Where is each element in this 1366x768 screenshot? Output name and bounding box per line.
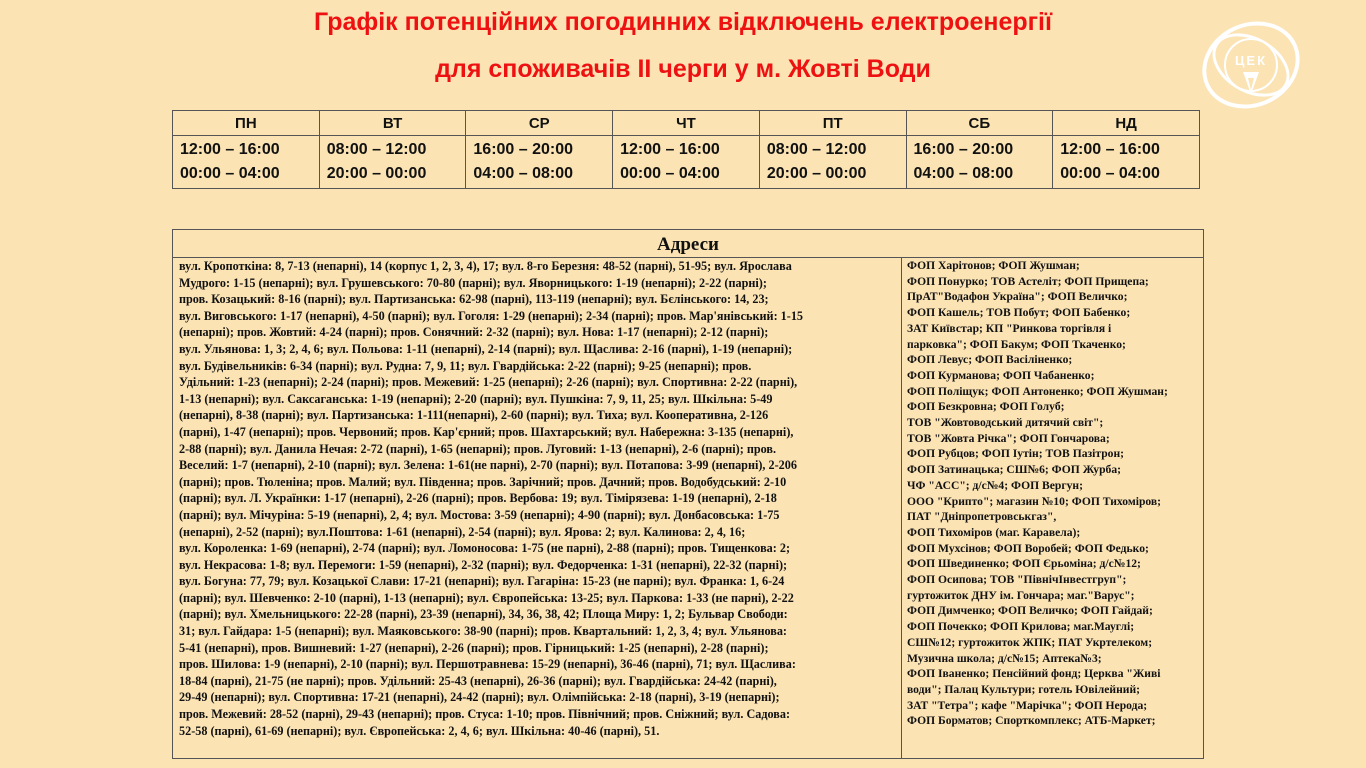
consumer-line: гуртожиток ДНУ ім. Гончара; маг."Варус"; bbox=[907, 588, 1135, 602]
title-line-1: Графік потенційних погодинних відключень електроенергії bbox=[313, 8, 1053, 36]
time-slot: 12:00 – 16:00 bbox=[1060, 141, 1160, 158]
consumer-line: ФОП Тихоміров (маг. Каравела); bbox=[907, 525, 1081, 539]
street-line: пров. Козацький: 8-16 (парні); вул. Партизанська: 62-98 (парні), 113-119 (непарні); вул. Бєлінського: 14, 23; bbox=[179, 292, 769, 307]
consumer-line: ФОП Левус; ФОП Васіліненко; bbox=[907, 353, 1073, 367]
street-line: вул. Виговського: 1-17 (непарні), 4-50 (парні); вул. Гоголя: 1-29 (непарні); 2-34 (парні); пров. Мар'янівський: 1-15 bbox=[179, 308, 804, 323]
consumer-line: ФОП Іваненко; Пенсійний фонд; Церква "Живі bbox=[907, 667, 1161, 681]
consumer-line: ФОП Швединенко; ФОП Єрьоміна; д/с№12; bbox=[907, 557, 1141, 571]
street-line: 2-88 (парні); вул. Данила Нечая: 2-72 (парні), 1-65 (непарні); пров. Луговий: 1-13 (непарні), 2-6 (парні); пров. bbox=[179, 441, 777, 456]
street-line: (непарні), 2-52 (парні); вул.Поштова: 1-61 (непарні), 2-54 (парні); вул. Ярова: 2; вул. Калинова: 2, 4, 16; bbox=[179, 524, 746, 539]
street-line: 5-41 (непарні), пров. Вишневий: 1-27 (непарні), 2-26 (парні); пров. Гірницький: 1-25 (непарні), 2-28 (парні); bbox=[179, 640, 769, 655]
street-line: вул. Кропоткіна: 8, 7-13 (непарні), 14 (корпус 1, 2, 3, 4), 17; вул. 8-го Березня: 48-52 (парні), 51-95; вул. Ярослава bbox=[179, 259, 792, 273]
street-line: (парні), 1-47 (непарні); пров. Червоний; пров. Кар'єрний; пров. Шахтарський; вул. Набережна: 3-135 (непарні), bbox=[179, 424, 794, 439]
consumer-line: ЗАТ Київстар; КП "Ринкова торгівля і bbox=[907, 321, 1112, 335]
consumer-line: ФОП Кашель; ТОВ Побут; ФОП Бабенко; bbox=[907, 306, 1131, 320]
time-slot: 04:00 – 08:00 bbox=[473, 165, 574, 182]
day-header: ВТ bbox=[319, 111, 466, 136]
time-slot: 12:00 – 16:00 bbox=[180, 141, 280, 158]
consumer-line: води"; Палац Культури; готель Ювілейний; bbox=[907, 682, 1140, 696]
consumer-line: Музична школа; д/с№15; Аптека№3; bbox=[907, 651, 1102, 665]
consumer-line: ТОВ "Жовта Річка"; ФОП Гончарова; bbox=[907, 431, 1110, 445]
consumer-line: ФОП Поліщук; ФОП Антоненко; ФОП Жушман; bbox=[907, 384, 1168, 398]
consumer-line: ТОВ "Жовтоводський дитячий світ"; bbox=[907, 416, 1104, 430]
consumer-line: ФОП Понурко; ТОВ Астеліт; ФОП Прищепа; bbox=[907, 274, 1149, 288]
street-line: Мудрого: 1-15 (непарні); вул. Грушевського: 70-80 (парні); вул. Яворницького: 1-19 (непарні); 2-22 (парні); bbox=[179, 275, 767, 290]
street-line: (непарні); пров. Жовтий: 4-24 (парні); пров. Сонячний: 2-32 (парні); вул. Нова: 1-17 (непарні); 2-12 (парні); bbox=[179, 325, 769, 340]
consumer-line: ФОП Рубцов; ФОП Іутін; ТОВ Пазітрон; bbox=[907, 447, 1125, 461]
street-line: вул. Некрасова: 1-8; вул. Перемоги: 1-59 (непарні), 2-32 (парні); вул. Федорченка: 1-31 (непарні), 22-32 (парні); bbox=[179, 557, 788, 572]
title-line-2: для споживачів ІІ черги у м. Жовті Води bbox=[435, 55, 931, 83]
time-slot: 16:00 – 20:00 bbox=[913, 141, 1014, 158]
logo-text: ЦЕК bbox=[1234, 53, 1268, 68]
consumer-line: парковка"; ФОП Бакум; ФОП Ткаченко; bbox=[907, 337, 1126, 351]
time-slot: 16:00 – 20:00 bbox=[473, 141, 574, 158]
day-slots-cell bbox=[613, 136, 760, 189]
time-slot: 04:00 – 08:00 bbox=[913, 165, 1014, 182]
consumer-line: ФОП Осипова; ТОВ "ПівнічІнвестгруп"; bbox=[907, 573, 1127, 587]
street-line: (парні); вул. Шевченко: 2-10 (парні), 1-13 (непарні); вул. Європейська: 13-25; вул. Паркова: 1-33 (не парні), 2-22 bbox=[179, 590, 794, 605]
time-slot: 00:00 – 04:00 bbox=[620, 165, 720, 182]
time-slot: 08:00 – 12:00 bbox=[766, 141, 867, 158]
consumer-line: ФОП Затинацька; СШ№6; ФОП Журба; bbox=[907, 463, 1121, 477]
consumer-line: ПАТ "Дніпропетровськгаз", bbox=[907, 510, 1057, 524]
consumer-line: ЧФ "АСС"; д/с№4; ФОП Вергун; bbox=[907, 478, 1083, 492]
street-line: пров. Шилова: 1-9 (непарні), 2-10 (парні); вул. Першотравнева: 15-29 (непарні), 36-46 (парні), 71; вул. Щаслива: bbox=[179, 657, 796, 672]
consumer-line: ЗАТ "Тетра"; кафе "Марічка"; ФОП Нерода; bbox=[907, 698, 1148, 712]
consumer-line: ФОП Мухсінов; ФОП Воробей; ФОП Федько; bbox=[907, 541, 1149, 555]
schedule-days-row bbox=[173, 111, 1200, 136]
addresses-heading: Адреси bbox=[173, 230, 1203, 258]
consumer-line: ООО "Крипто"; магазин №10; ФОП Тихоміров; bbox=[907, 494, 1162, 508]
day-slots-cell bbox=[759, 136, 906, 189]
time-slot: 20:00 – 00:00 bbox=[326, 165, 427, 182]
day-header: ЧТ bbox=[613, 111, 760, 136]
street-line: 29-49 (непарні); вул. Спортивна: 17-21 (непарні), 24-42 (парні); вул. Олімпійська: 2-18 (парні), 3-19 (непарні); bbox=[179, 690, 780, 705]
street-line: 18-84 (парні), 21-75 (не парні); пров. Удільний: 25-43 (непарні), 26-36 (парні); вул. Гвардійська: 24-42 (парні), bbox=[179, 673, 777, 688]
street-line: (парні); вул. Хмельницького: 22-28 (парні), 23-39 (непарні), 34, 36, 38, 42; Площа Миру: 1, 2; Бульвар Свободи: bbox=[179, 607, 788, 622]
consumers-list bbox=[902, 258, 1203, 759]
schedule-table bbox=[172, 110, 1200, 189]
addresses-table bbox=[172, 229, 1204, 759]
street-line: вул. Короленка: 1-69 (непарні), 2-74 (парні); вул. Ломоносова: 1-75 (не парні), 2-88 (парні); пров. Тищенкова: 2; bbox=[179, 541, 791, 556]
time-slot: 20:00 – 00:00 bbox=[766, 165, 867, 182]
time-slot: 08:00 – 12:00 bbox=[326, 141, 427, 158]
consumer-line: СШ№12; гуртожиток ЖПК; ПАТ Укртелеком; bbox=[907, 635, 1153, 649]
street-line: Удільний: 1-23 (непарні); 2-24 (парні); пров. Межевий: 1-25 (непарні); 2-26 (парні); вул. Спортивна: 2-22 (парні), bbox=[179, 375, 798, 390]
day-header: СБ bbox=[906, 111, 1053, 136]
consumer-line: ФОП Почекко; ФОП Крилова; маг.Мауглі; bbox=[907, 620, 1135, 634]
street-line: вул. Будівельників: 6-34 (парні); вул. Рудна: 7, 9, 11; вул. Гвардійська: 2-22 (парні); 9-25 (непарні); пров. bbox=[179, 358, 752, 373]
day-slots-cell bbox=[1053, 136, 1200, 189]
consumer-line: ФОП Харітонов; ФОП Жушман; bbox=[907, 259, 1080, 272]
day-header: ПН bbox=[173, 111, 320, 136]
street-line: (парні); вул. Мічуріна: 5-19 (непарні), 2, 4; вул. Мостова: 3-59 (непарні); 4-90 (парні); вул. Донбасовська: 1-75 bbox=[179, 507, 780, 522]
street-line: (непарні), 8-38 (парні); вул. Партизанська: 1-111(непарні), 2-60 (парні); вул. Тиха; вул. Кооперативна, 2-126 bbox=[179, 408, 769, 423]
time-slot: 00:00 – 04:00 bbox=[180, 165, 280, 182]
street-line: (парні); пров. Тюленіна; пров. Малий; вул. Південна; пров. Зарічний; пров. Дачний; пров. Водобудський: 2-10 bbox=[179, 474, 787, 489]
street-line: 1-13 (непарні); вул. Саксаганська: 1-19 (непарні); 2-20 (парні); вул. Пушкіна: 7, 9, 11, 25; вул. Шкільна: 5-49 bbox=[179, 391, 773, 406]
day-header: НД bbox=[1053, 111, 1200, 136]
consumer-line: ФОП Димченко; ФОП Величко; ФОП Гайдай; bbox=[907, 604, 1153, 618]
day-slots-cell bbox=[319, 136, 466, 189]
day-header: ПТ bbox=[759, 111, 906, 136]
street-line: вул. Богуна: 77, 79; вул. Козацької Слави: 17-21 (непарні); вул. Гагаріна: 15-23 (не парні); вул. Франка: 1, 6-24 bbox=[179, 574, 785, 589]
consumer-line: ФОП Безкровна; ФОП Голуб; bbox=[907, 400, 1065, 414]
street-line: (парні); вул. Л. Українки: 1-17 (непарні), 2-26 (парні); пров. Вербова: 19; вул. Тімірязева: 1-19 (непарні), 2-18 bbox=[179, 491, 777, 506]
consumer-line: ПрАТ"Водафон Україна"; ФОП Величко; bbox=[907, 290, 1128, 304]
day-header: СР bbox=[466, 111, 613, 136]
street-line: пров. Межевий: 28-52 (парні), 29-43 (непарні); пров. Стуса: 1-10; пров. Північний; пров. Сніжний; вул. Садова: bbox=[179, 707, 791, 722]
cek-logo bbox=[1196, 10, 1306, 120]
day-slots-cell bbox=[466, 136, 613, 189]
time-slot: 12:00 – 16:00 bbox=[620, 141, 720, 158]
consumer-line: ФОП Курманова; ФОП Чабаненко; bbox=[907, 368, 1095, 382]
street-line: вул. Ульянова: 1, 3; 2, 4, 6; вул. Польова: 1-11 (непарні), 2-14 (парні); вул. Щаслива: 2-16 (парні), 1-19 (непарні); bbox=[179, 341, 793, 356]
day-slots-cell bbox=[906, 136, 1053, 189]
streets-list bbox=[173, 258, 902, 759]
street-line: Веселий: 1-7 (непарні), 2-10 (парні); вул. Зелена: 1-61(не парні), 2-70 (парні); вул. Потапова: 3-99 (непарні), 2-206 bbox=[179, 458, 797, 473]
street-line: 31; вул. Гайдара: 1-5 (непарні); вул. Маяковського: 38-90 (парні); пров. Квартальний: 1, 2, 3, 4; вул. Ульянова: bbox=[179, 624, 787, 639]
time-slot: 00:00 – 04:00 bbox=[1060, 165, 1160, 182]
schedule-slots-row bbox=[173, 136, 1200, 189]
street-line: 52-58 (парні), 61-69 (непарні); вул. Європейська: 2, 4, 6; вул. Шкільна: 40-46 (парні), 51. bbox=[179, 723, 660, 738]
consumer-line: ФОП Борматов; Спорткомплекс; АТБ-Маркет; bbox=[907, 714, 1156, 728]
day-slots-cell bbox=[173, 136, 320, 189]
